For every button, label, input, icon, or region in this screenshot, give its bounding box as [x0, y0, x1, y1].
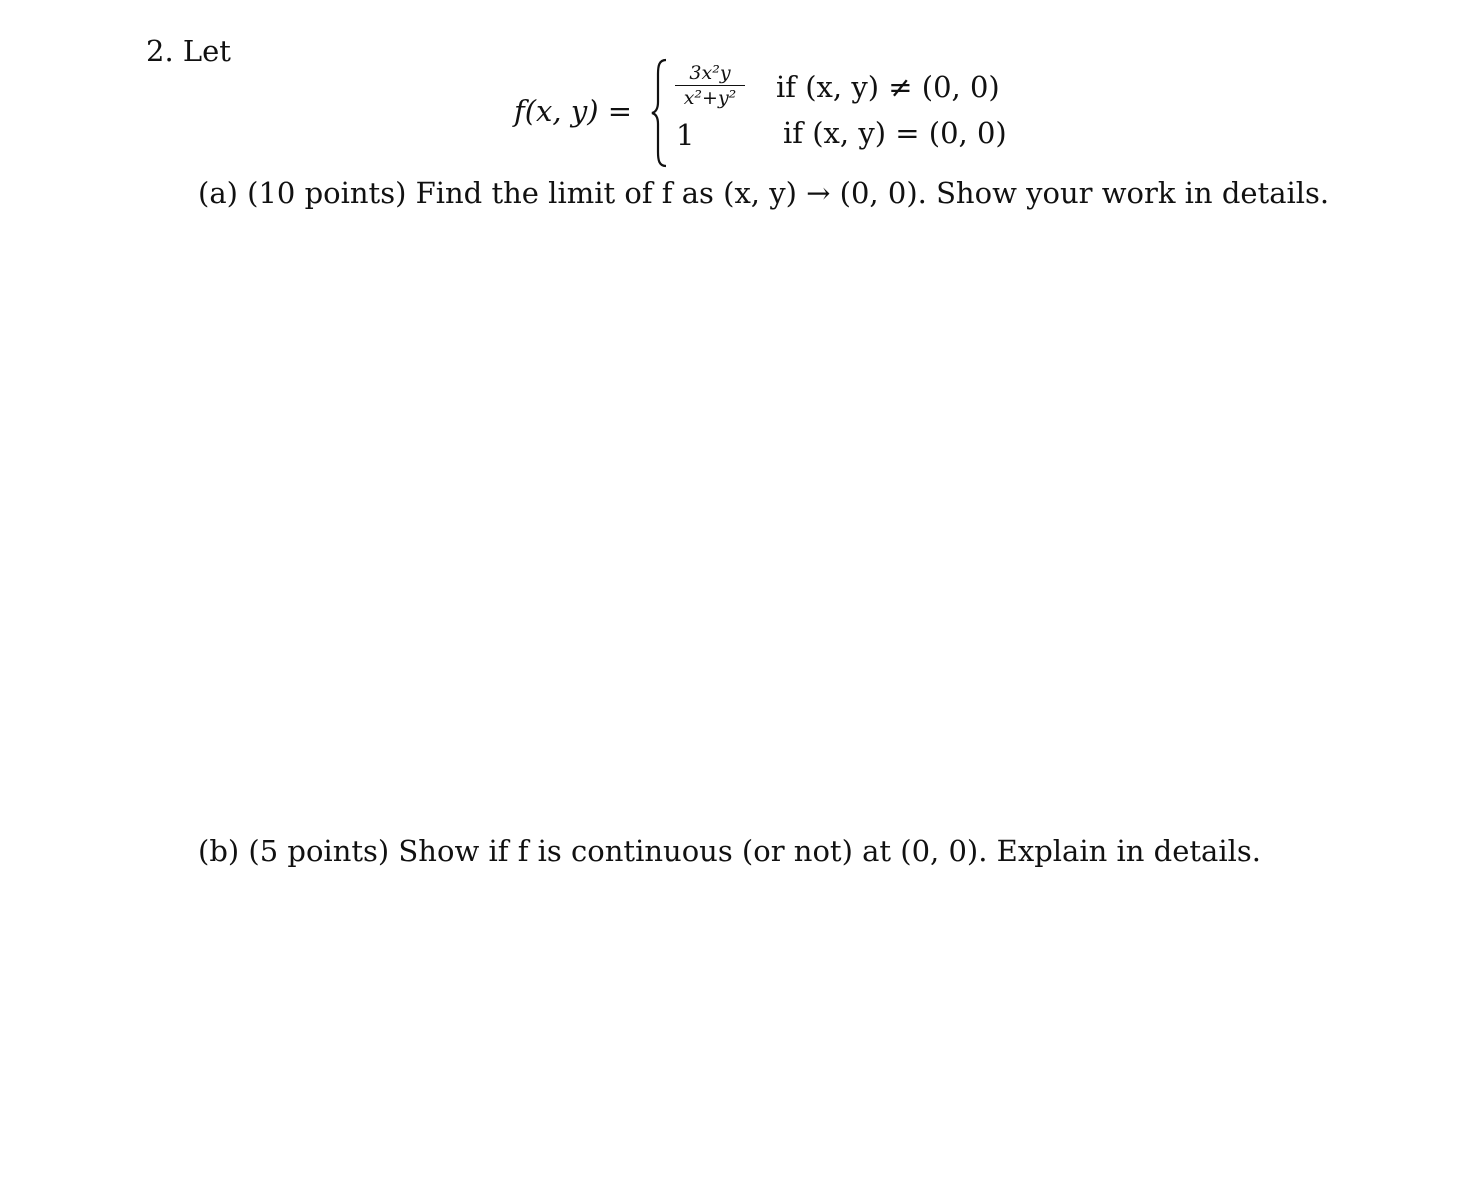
left-brace: [650, 58, 668, 168]
case1-condition: if (x, y) ≠ (0, 0): [776, 70, 1000, 104]
fraction-bar: [675, 85, 745, 86]
case2-condition: if (x, y) = (0, 0): [783, 116, 1007, 150]
case1-fraction: [675, 62, 745, 109]
case1-numerator: 3x²y: [689, 62, 731, 84]
part-a-question: (a) (10 points) Find the limit of f as (x, y) → (0, 0). Show your work in details.: [198, 176, 1330, 210]
part-b-question: (b) (5 points) Show if f is continuous (or not) at (0, 0). Explain in details.: [198, 834, 1261, 868]
case1-denominator: x²+y²: [683, 87, 737, 109]
case2-value: 1: [676, 118, 695, 152]
problem-intro: Let: [182, 34, 231, 68]
problem-number: [146, 34, 231, 68]
problem-number-label: 2.: [146, 34, 174, 68]
function-lhs: f(x, y) =: [514, 94, 633, 128]
